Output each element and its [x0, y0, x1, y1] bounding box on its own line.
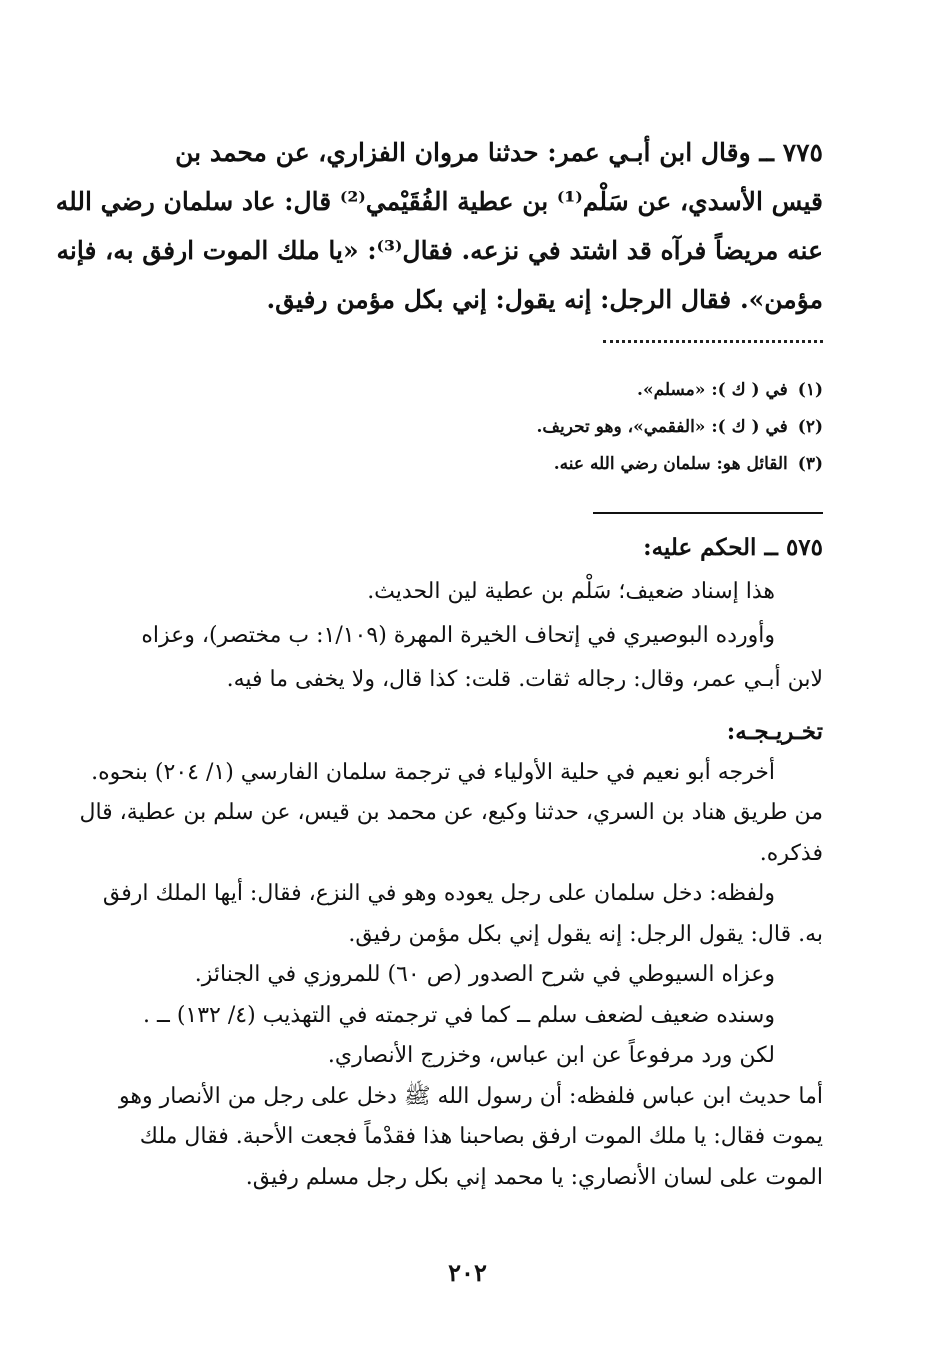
narration-line: مؤمن». فقال الرجل: إنه يقول: إني بكل مؤمن رفيق. — [266, 285, 823, 314]
footnote-item — [111, 446, 823, 483]
ruling-section — [111, 526, 823, 702]
footnote-number: (٢) — [797, 417, 823, 437]
ruling-line: وأورده البوصيري في إتحاف الخيرة المهرة (١/١٠٩: ب مختصر)، وعزاه — [141, 623, 775, 648]
takhrij-line: لكن ورد مرفوعاً عن ابن عباس، وخزرج الأنصاري. — [327, 1043, 775, 1068]
takhrij-line: به. قال: يقول الرجل: إنه يقول إني بكل مؤمن رفيق. — [348, 921, 823, 947]
takhrij-line: أخرجه أبو نعيم في حلية الأولياء في ترجمة سلمان الفارسي (١/ ٢٠٤) بنحوه. — [91, 759, 775, 785]
takhrij-line: الموت على لسان الأنصاري: يا محمد إني بكل رجل مسلم رفيق. — [245, 1164, 823, 1190]
footnote-number: (١) — [797, 380, 823, 400]
page-number: ٢٠٢ — [448, 1258, 487, 1287]
takhrij-heading: تخـريـجـه: — [726, 718, 823, 745]
takhrij-line: يموت فقال: يا ملك الموت ارفق بصاحبنا هذا فقدْماً فجعت الأحبة. فقال ملك — [139, 1124, 823, 1149]
takhrij-section — [79, 712, 823, 1198]
footnote-item — [111, 372, 823, 409]
hadith-narration — [55, 128, 823, 324]
narration-line: قيس الأسدي، عن سَلْم⁽¹⁾ بن عطية الفُقَيْمي⁽²⁾ قال: عاد سلمان رضي الله — [55, 187, 823, 216]
footnote-separator — [603, 340, 823, 351]
takhrij-line: فذكره. — [759, 840, 823, 866]
narration-line: عنه مريضاً فرآه قد اشتد في نزعه. فقال⁽³⁾: «يا ملك الموت ارفق به، فإنه — [56, 236, 823, 265]
ruling-line: لابن أبـي عمر، وقال: رجاله ثقات. قلت: كذا قال، ولا يخفى ما فيه. — [226, 667, 823, 692]
takhrij-line: وسنده ضعيف لضعف سلم ــ كما في ترجمته في التهذيب (٤/ ١٣٢) ــ . — [142, 1002, 775, 1028]
footnote-text: في ( ك ): «الفقمي»، وهو تحريف. — [536, 417, 788, 437]
footnotes — [111, 372, 823, 483]
takhrij-line: ولفظه: دخل سلمان على رجل يعوده وهو في النزع، فقال: أيها الملك ارفق — [102, 881, 775, 906]
ruling-heading: ٥٧٥ ــ الحكم عليه: — [643, 534, 823, 561]
footnote-item — [111, 409, 823, 446]
takhrij-line: وعزاه السيوطي في شرح الصدور (ص ٦٠) للمروزي في الجنائز. — [194, 962, 775, 987]
ruling-line: هذا إسناد ضعيف؛ سَلْم بن عطية لين الحديث. — [367, 579, 775, 604]
footnote-text: القائل هو: سلمان رضي الله عنه. — [553, 454, 788, 474]
section-divider — [593, 512, 823, 514]
footnote-number: (٣) — [797, 454, 823, 474]
takhrij-line: أما حديث ابن عباس فلفظه: أن رسول الله ﷺ دخل على رجل من الأنصار وهو — [118, 1083, 823, 1109]
footnote-text: في ( ك ): «مسلم». — [637, 380, 788, 400]
takhrij-line: من طريق هناد بن السري، حدثنا وكيع، عن محمد بن قيس، عن سلم بن عطية، قال — [79, 800, 823, 825]
narration-line: ٧٧٥ ــ وقال ابن أبـي عمر: حدثنا مروان الفزاري، عن محمد بن — [175, 138, 823, 167]
